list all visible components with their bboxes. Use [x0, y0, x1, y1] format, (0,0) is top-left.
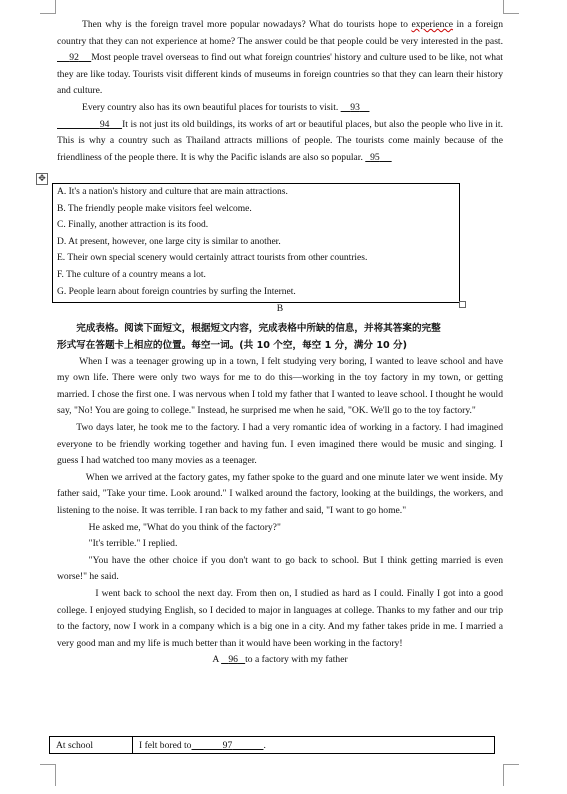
table-move-handle[interactable] — [36, 173, 48, 185]
table-cell-label: At school — [50, 737, 133, 754]
story-paragraph-4: He asked me, "What do you think of the factory?" — [88, 521, 281, 533]
crop-mark-bottom-right-h — [503, 764, 519, 765]
passage-a — [57, 17, 503, 166]
answer-table — [49, 736, 495, 754]
blank-94: 94 — [99, 118, 110, 130]
crop-mark-top-right-v — [503, 0, 504, 13]
blank-96: 96 — [228, 654, 238, 666]
section-letter: B — [276, 303, 284, 314]
option-f: F. The culture of a country means a lot. — [57, 269, 206, 280]
misspelled-word[interactable]: experience — [411, 19, 453, 30]
story-paragraph-2: Two days later, he took me to the factory. I had a very romantic idea of working in a factory. I had imagined everyone to be friendly working together and having fun. I even imagined there would be music and singing. I guess I had watched too many movies as a teenager. — [57, 421, 503, 467]
story-paragraph-1: When I was a teenager growing up in a town, I felt studying very boring, I wanted to leave school and have my own life. There were only two ways for me to do this—working in the toy factory in my town, or getting married. I chose the first one. I was nervous when I told my father that I wanted to leave school. I thought he would say, "No! You are going to college." Instead, he surprised me when he said, "OK. We'll go to the toy factory." — [57, 355, 503, 417]
paragraph-1: Then why is the foreign travel more popular nowadays? What do tourists hope to experience in a foreign country that they can not experience at home? The answer could be that people could be very interested in the past. 92 Most people travel overseas to find out what foreign countries' history and culture used to be like, not what they are like today. Tourists visit different kinds of museums in foreign countries so that they can learn their history and culture. — [57, 19, 503, 97]
paragraph-3: 94 It is not just its old buildings, its works of art or beautiful places, but also the people who live in it. This is why a country such as Thailand attracts millions of people. The tourists come mainly because of the friendliness of the people there. It is why the Pacific islands are also so popular. 95 — [57, 118, 503, 163]
crop-mark-bottom-left-v — [55, 764, 56, 786]
instructions-line-2: 形式写在答题卡上相应的位置。每空一词。(共 10 个空，每空 1 分，满分 10 分) — [57, 339, 407, 351]
story-paragraph-7: I went back to school the next day. From then on, I studied as hard as I could. Finally I got into a good college. I enjoyed studying English, so I decided to major in languages at college. Thanks to my father and our trip to the factory, now I work in a company which is a big one in a city. And my father takes pride in me. I married a very good man and my life is much better than it would have been working in the factory! — [57, 587, 503, 649]
crop-mark-top-right-h — [503, 13, 519, 14]
crop-mark-top-left-v — [55, 0, 56, 13]
table-cell-content: I felt bored to 97 . — [133, 737, 495, 754]
blank-95: 95 — [370, 151, 380, 163]
option-a: A. It's a nation's history and culture that are main attractions. — [57, 187, 288, 197]
blank-97: 97 — [222, 739, 233, 751]
blank-92: 92 — [69, 52, 79, 64]
story-paragraph-5: "It's terrible." I replied. — [88, 538, 178, 550]
crop-mark-top-left-h — [40, 13, 56, 14]
option-c: C. Finally, another attraction is its food. — [57, 220, 209, 231]
blank-93: 93 — [350, 101, 360, 113]
story-paragraph-3: When we arrived at the factory gates, my father spoke to the guard and one minute later we went inside. My father said, "Take your time. Look around." I walked around the factory, looking at the buildings, the workers, and listening to the noise. It was terrible. I ran back to my father and said, "I want to go home." — [57, 471, 503, 516]
crop-mark-bottom-left-h — [40, 764, 56, 765]
option-e: E. Their own special scenery would certainly attract tourists from other countries. — [57, 253, 368, 264]
move-arrows-icon: ✥ — [38, 174, 46, 184]
instructions-line-1: 完成表格。阅读下面短文，根据短文内容，完成表格中所缺的信息，并将其答案的完整 — [76, 322, 441, 334]
options-box — [52, 183, 460, 303]
paragraph-2: Every country also has its own beautiful places for tourists to visit. 93 — [57, 100, 503, 117]
table-title: A 96 to a factory with my father — [212, 654, 348, 666]
story-paragraph-6: "You have the other choice if you don't want to go back to school. But I think getting married is even worse!" he said. — [57, 554, 503, 583]
option-b: B. The friendly people make visitors feel welcome. — [57, 203, 252, 214]
section-b — [57, 301, 503, 669]
option-d: D. At present, however, one large city is similar to another. — [57, 236, 281, 247]
crop-mark-bottom-right-v — [503, 764, 504, 786]
option-g: G. People learn about foreign countries by surfing the Internet. — [57, 286, 296, 297]
table-row — [50, 737, 495, 754]
